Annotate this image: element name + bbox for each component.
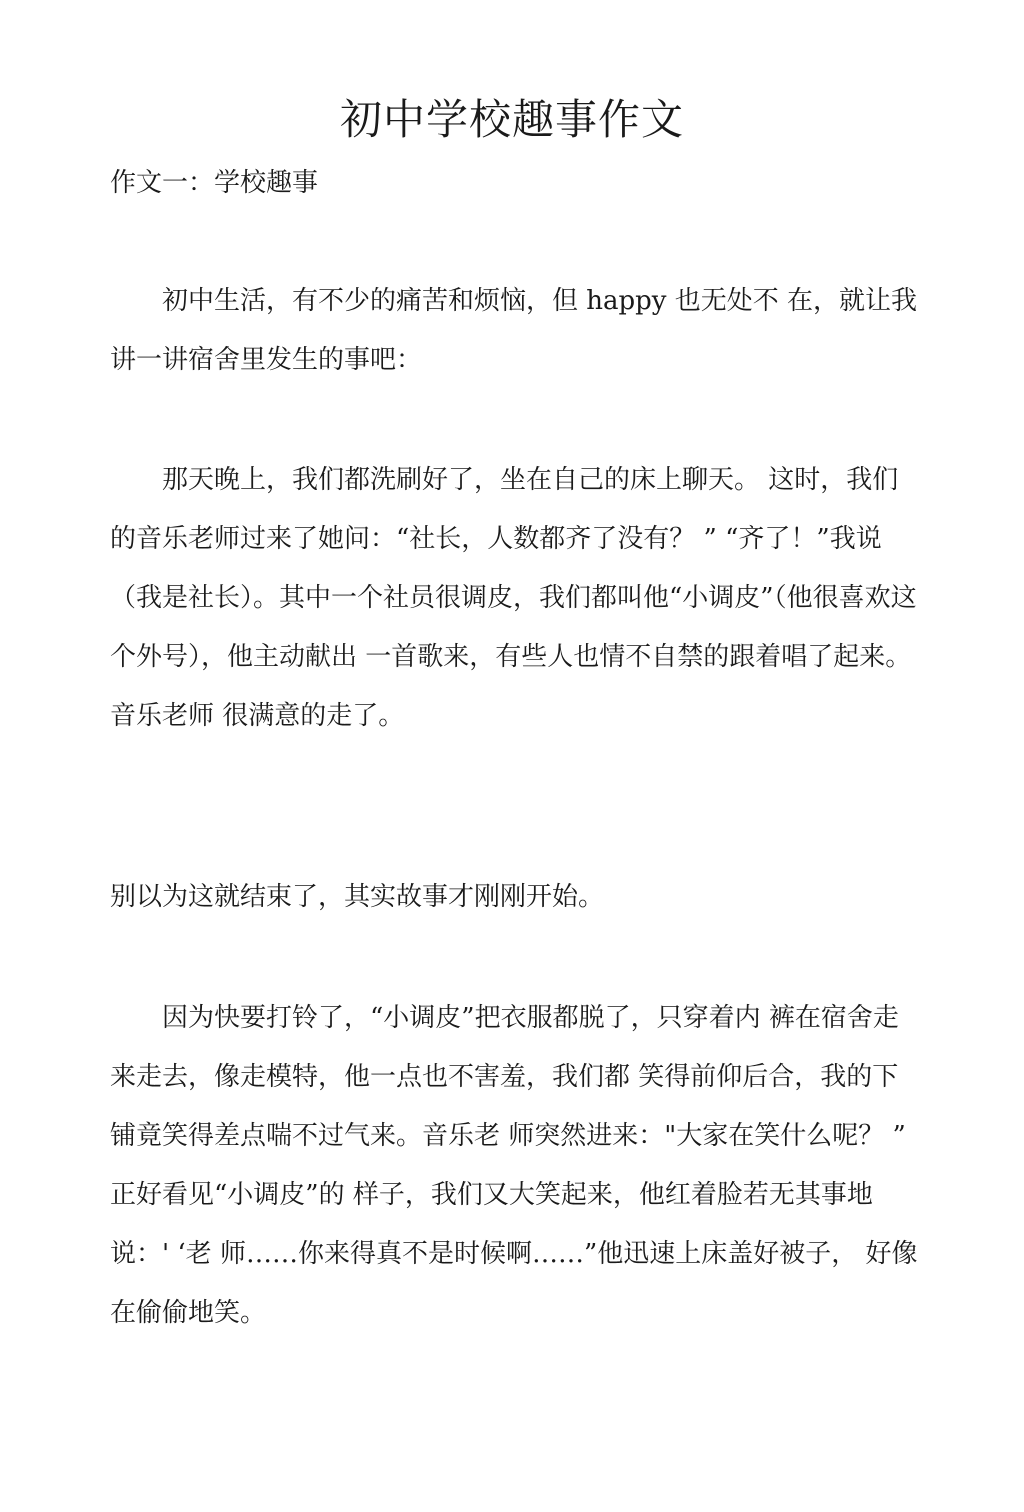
paragraph-3: 别以为这就结束了，其实故事才刚刚开始。	[110, 882, 605, 912]
paragraph-4: 因为快要打铃了，“小调皮”把衣服都脱了，只穿着内 裤在宿舍走来走去，像走模特，他一点也不害羞，我们都 笑得前仰后合，我的下铺竟笑得差点喘不过气来。音乐老 师突然进来："大家在笑什么呢？ ” 正好看见“小调皮”的 样子，我们又大笑起来，他红着脸若无其事地说：' ‘老 师……你来得真不是时候啊……”他迅速上床盖好被子， 好像在偷偷地笑。	[110, 1003, 918, 1328]
paragraph-2: 那天晚上，我们都洗刷好了，坐在自己的床上聊天。 这时，我们的音乐老师过来了她问：“社长，人数都齐了没有？ ” “齐了！”我说（我是社长）。其中一个社员很调皮，我们都叫他“小调皮”（他很喜欢这个外号），他主动献出 一首歌来，有些人也情不自禁的跟着唱了起来。音乐老师 很满意的走了。	[110, 465, 917, 731]
essay-title: 初中学校趣事作文	[339, 95, 684, 144]
essay-subtitle: 作文一：学校趣事	[110, 168, 319, 198]
paragraph-1: 初中生活，有不少的痛苦和烦恼，但 happy 也无处不 在，就让我讲一讲宿舍里发生的事吧：	[110, 286, 918, 375]
